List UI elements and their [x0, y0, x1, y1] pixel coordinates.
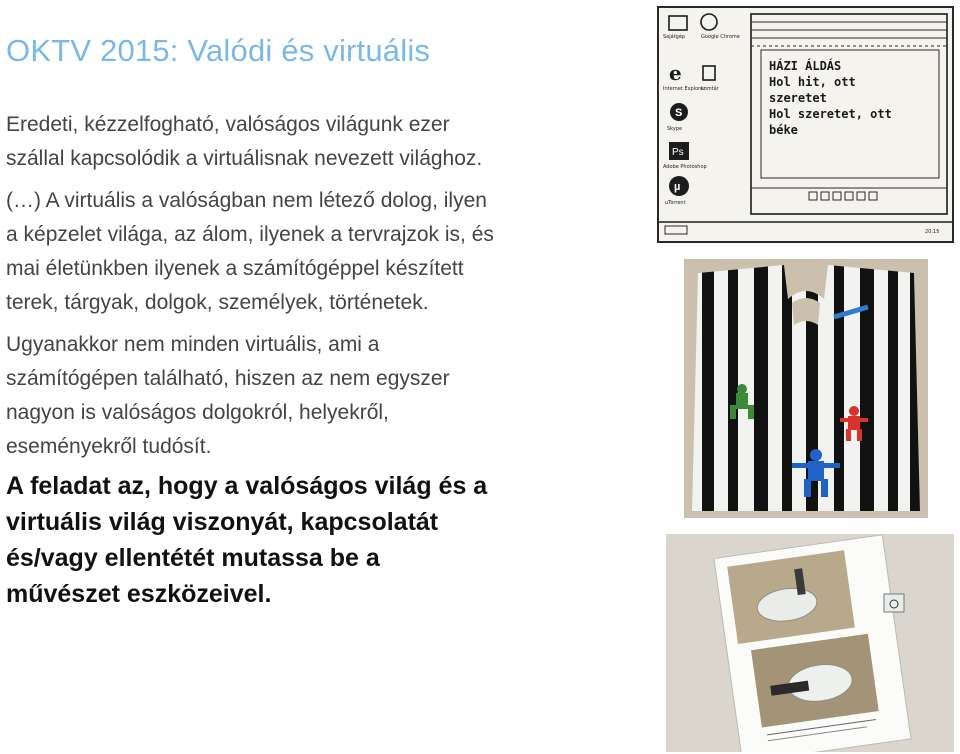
- embroidery-line-2: szeretet: [769, 91, 827, 105]
- photo-collage-image: [666, 534, 954, 752]
- embroidery-line-3: Hol szeretet, ott: [769, 107, 892, 121]
- icon-label-3: Lomtár: [701, 86, 719, 92]
- slide-title: OKTV 2015: Valódi és virtuális: [6, 33, 431, 68]
- embroidery-line-4: béke: [769, 123, 798, 137]
- paragraph-3: Ugyanakkor nem minden virtuális, ami a számítógépen található, hiszen az nem egyszer nagyon is valóságos dolgokról, helyekről, eseményekről tudósít.: [6, 333, 450, 458]
- svg-text:µ: µ: [674, 181, 681, 193]
- slide-body: [6, 108, 496, 612]
- icon-label-6: uTorrent: [665, 200, 686, 206]
- svg-text:S: S: [675, 107, 683, 119]
- felt-bag-drawing: [684, 259, 928, 518]
- svg-text:Ps: Ps: [672, 147, 684, 158]
- paragraph-1: Eredeti, kézzelfogható, valóságos világunk ezer szállal kapcsolódik a virtuálisnak nevezett világhoz.: [6, 113, 483, 170]
- editor-window: [751, 14, 947, 214]
- small-object: [884, 594, 904, 612]
- embroidery-line-0: HÁZI ÁLDÁS: [769, 59, 842, 73]
- taskbar: [659, 222, 952, 235]
- desktop-icons: [663, 14, 740, 206]
- svg-text:e: e: [669, 61, 682, 85]
- icon-label-4: Skype: [667, 126, 683, 132]
- embroidered-desktop-image: [657, 6, 954, 243]
- felt-bag-image: [684, 259, 928, 518]
- taskbar-clock: 20:15: [925, 229, 940, 235]
- icon-label-1: Google Chrome: [701, 34, 740, 40]
- photo-collage-drawing: [666, 534, 954, 752]
- paragraph-2: (…) A virtuális a valóságban nem létező dolog, ilyen a képzelet világa, az álom, ilyenek a tervrajzok is, és mai életünkben ilyenek a számítógéppel készített terek, tárgyak, dolgok, személyek, történetek.: [6, 189, 494, 314]
- embroidery-line-1: Hol hit, ott: [769, 75, 856, 89]
- icon-label-0: Sajátgép: [663, 34, 686, 40]
- embroidered-desktop-drawing: [659, 8, 952, 241]
- icon-label-5: Adobe Photoshop: [663, 164, 707, 170]
- icon-label-2: Internet Explorer: [663, 86, 706, 92]
- task-statement: A feladat az, hogy a valóságos világ és a virtuális világ viszonyát, kapcsolatát és/vagy ellentétét mutassa be a művészet eszközeivel.: [6, 472, 488, 608]
